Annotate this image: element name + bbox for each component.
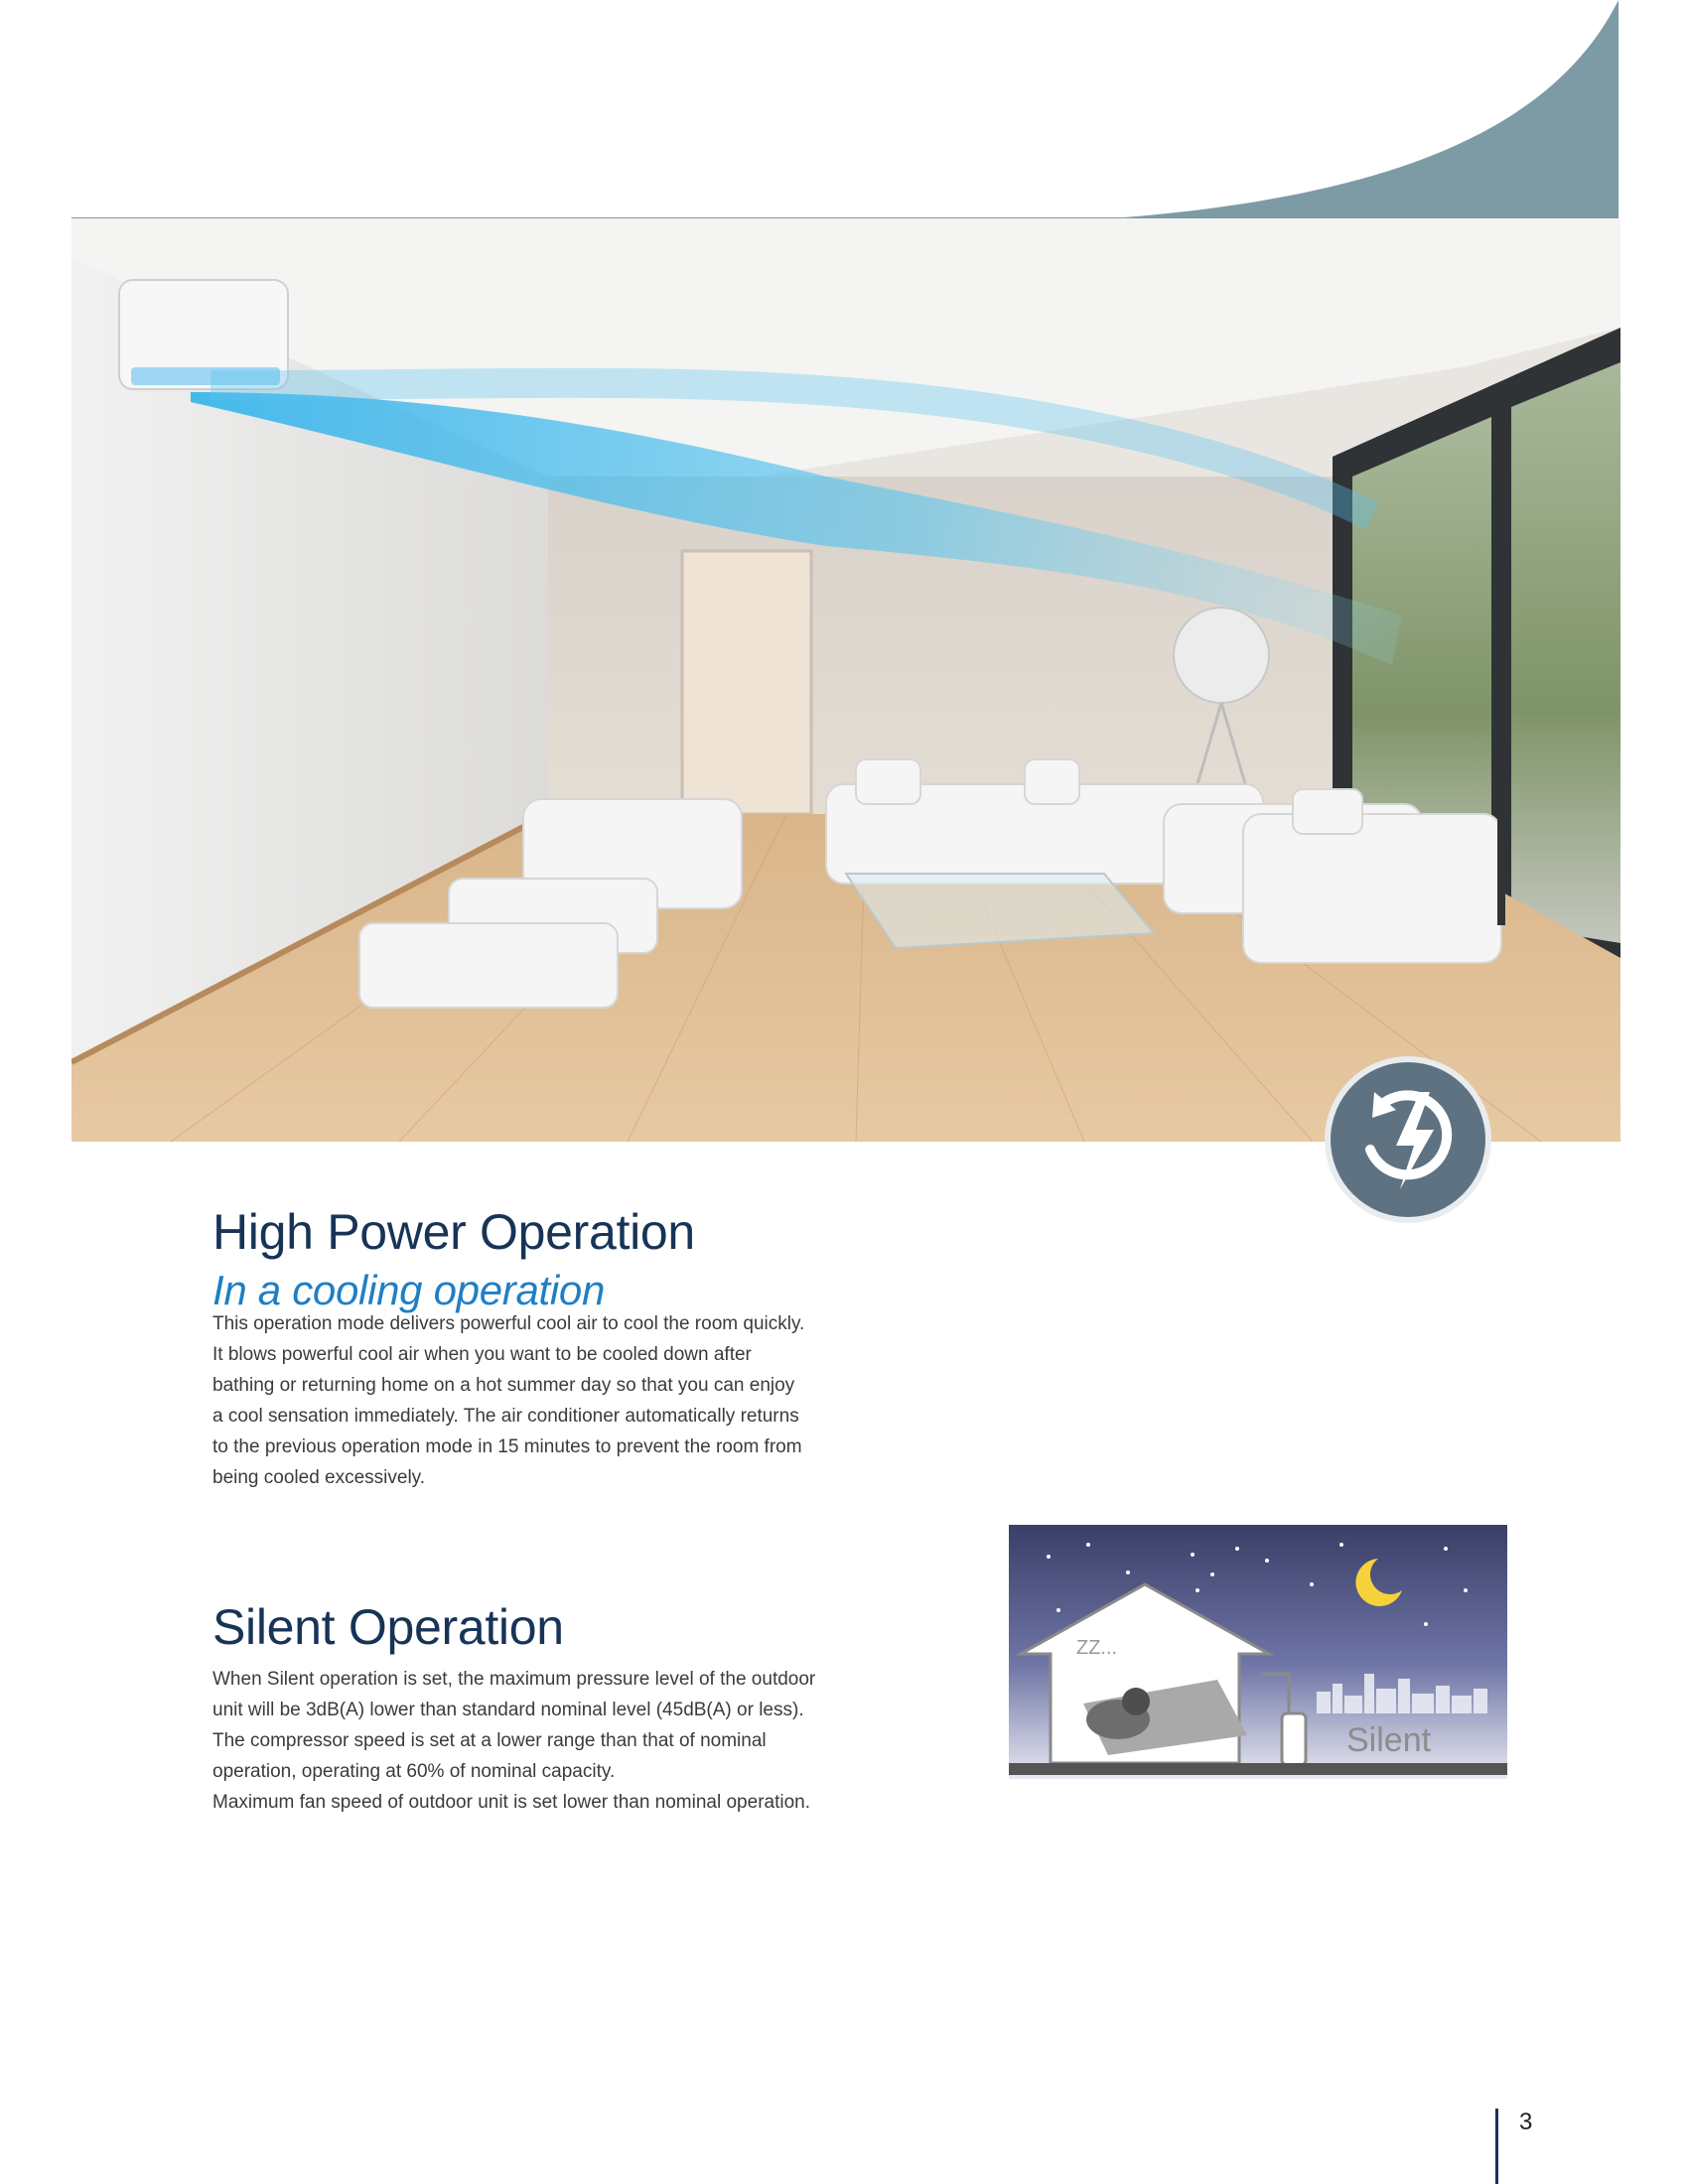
silent-description xyxy=(212,1664,888,1818)
paragraph-line: operation, operating at 60% of nominal capacity. xyxy=(212,1761,616,1782)
silent-illustration xyxy=(1009,1525,1507,1779)
paragraph-line: It blows powerful cool air when you want to be cooled down after xyxy=(212,1344,752,1365)
page-number-rule xyxy=(1495,2109,1498,2184)
paragraph-line: to the previous operation mode in 15 minutes to prevent the room from xyxy=(212,1436,802,1457)
paragraph-line: a cool sensation immediately. The air conditioner automatically returns xyxy=(212,1406,799,1427)
silent-label: Silent xyxy=(1346,1721,1432,1759)
lightning-power-icon xyxy=(1323,1054,1493,1225)
paragraph-line: When Silent operation is set, the maximum pressure level of the outdoor xyxy=(212,1669,816,1690)
paragraph-line: unit will be 3dB(A) lower than standard nominal level (45dB(A) or less). xyxy=(212,1700,804,1720)
high-power-description xyxy=(212,1308,888,1493)
paragraph-line: The compressor speed is set at a lower range than that of nominal xyxy=(212,1730,767,1751)
high-power-subtitle: In a cooling operation xyxy=(212,1267,606,1313)
silent-title: Silent Operation xyxy=(212,1599,564,1655)
sleep-zz-text: ZZ... xyxy=(1076,1637,1118,1659)
ground-line xyxy=(1009,1763,1507,1775)
paragraph-line: bathing or returning home on a hot summer day so that you can enjoy xyxy=(212,1375,795,1396)
hero-room-image xyxy=(71,218,1620,1142)
header-swoosh xyxy=(0,0,1688,238)
page-number: 3 xyxy=(1519,2109,1533,2135)
paragraph-line: being cooled excessively. xyxy=(212,1467,426,1488)
high-power-title: High Power Operation xyxy=(212,1204,695,1260)
paragraph-line: Maximum fan speed of outdoor unit is set lower than nominal operation. xyxy=(212,1792,810,1813)
paragraph-line: This operation mode delivers powerful cool air to cool the room quickly. xyxy=(212,1313,805,1334)
